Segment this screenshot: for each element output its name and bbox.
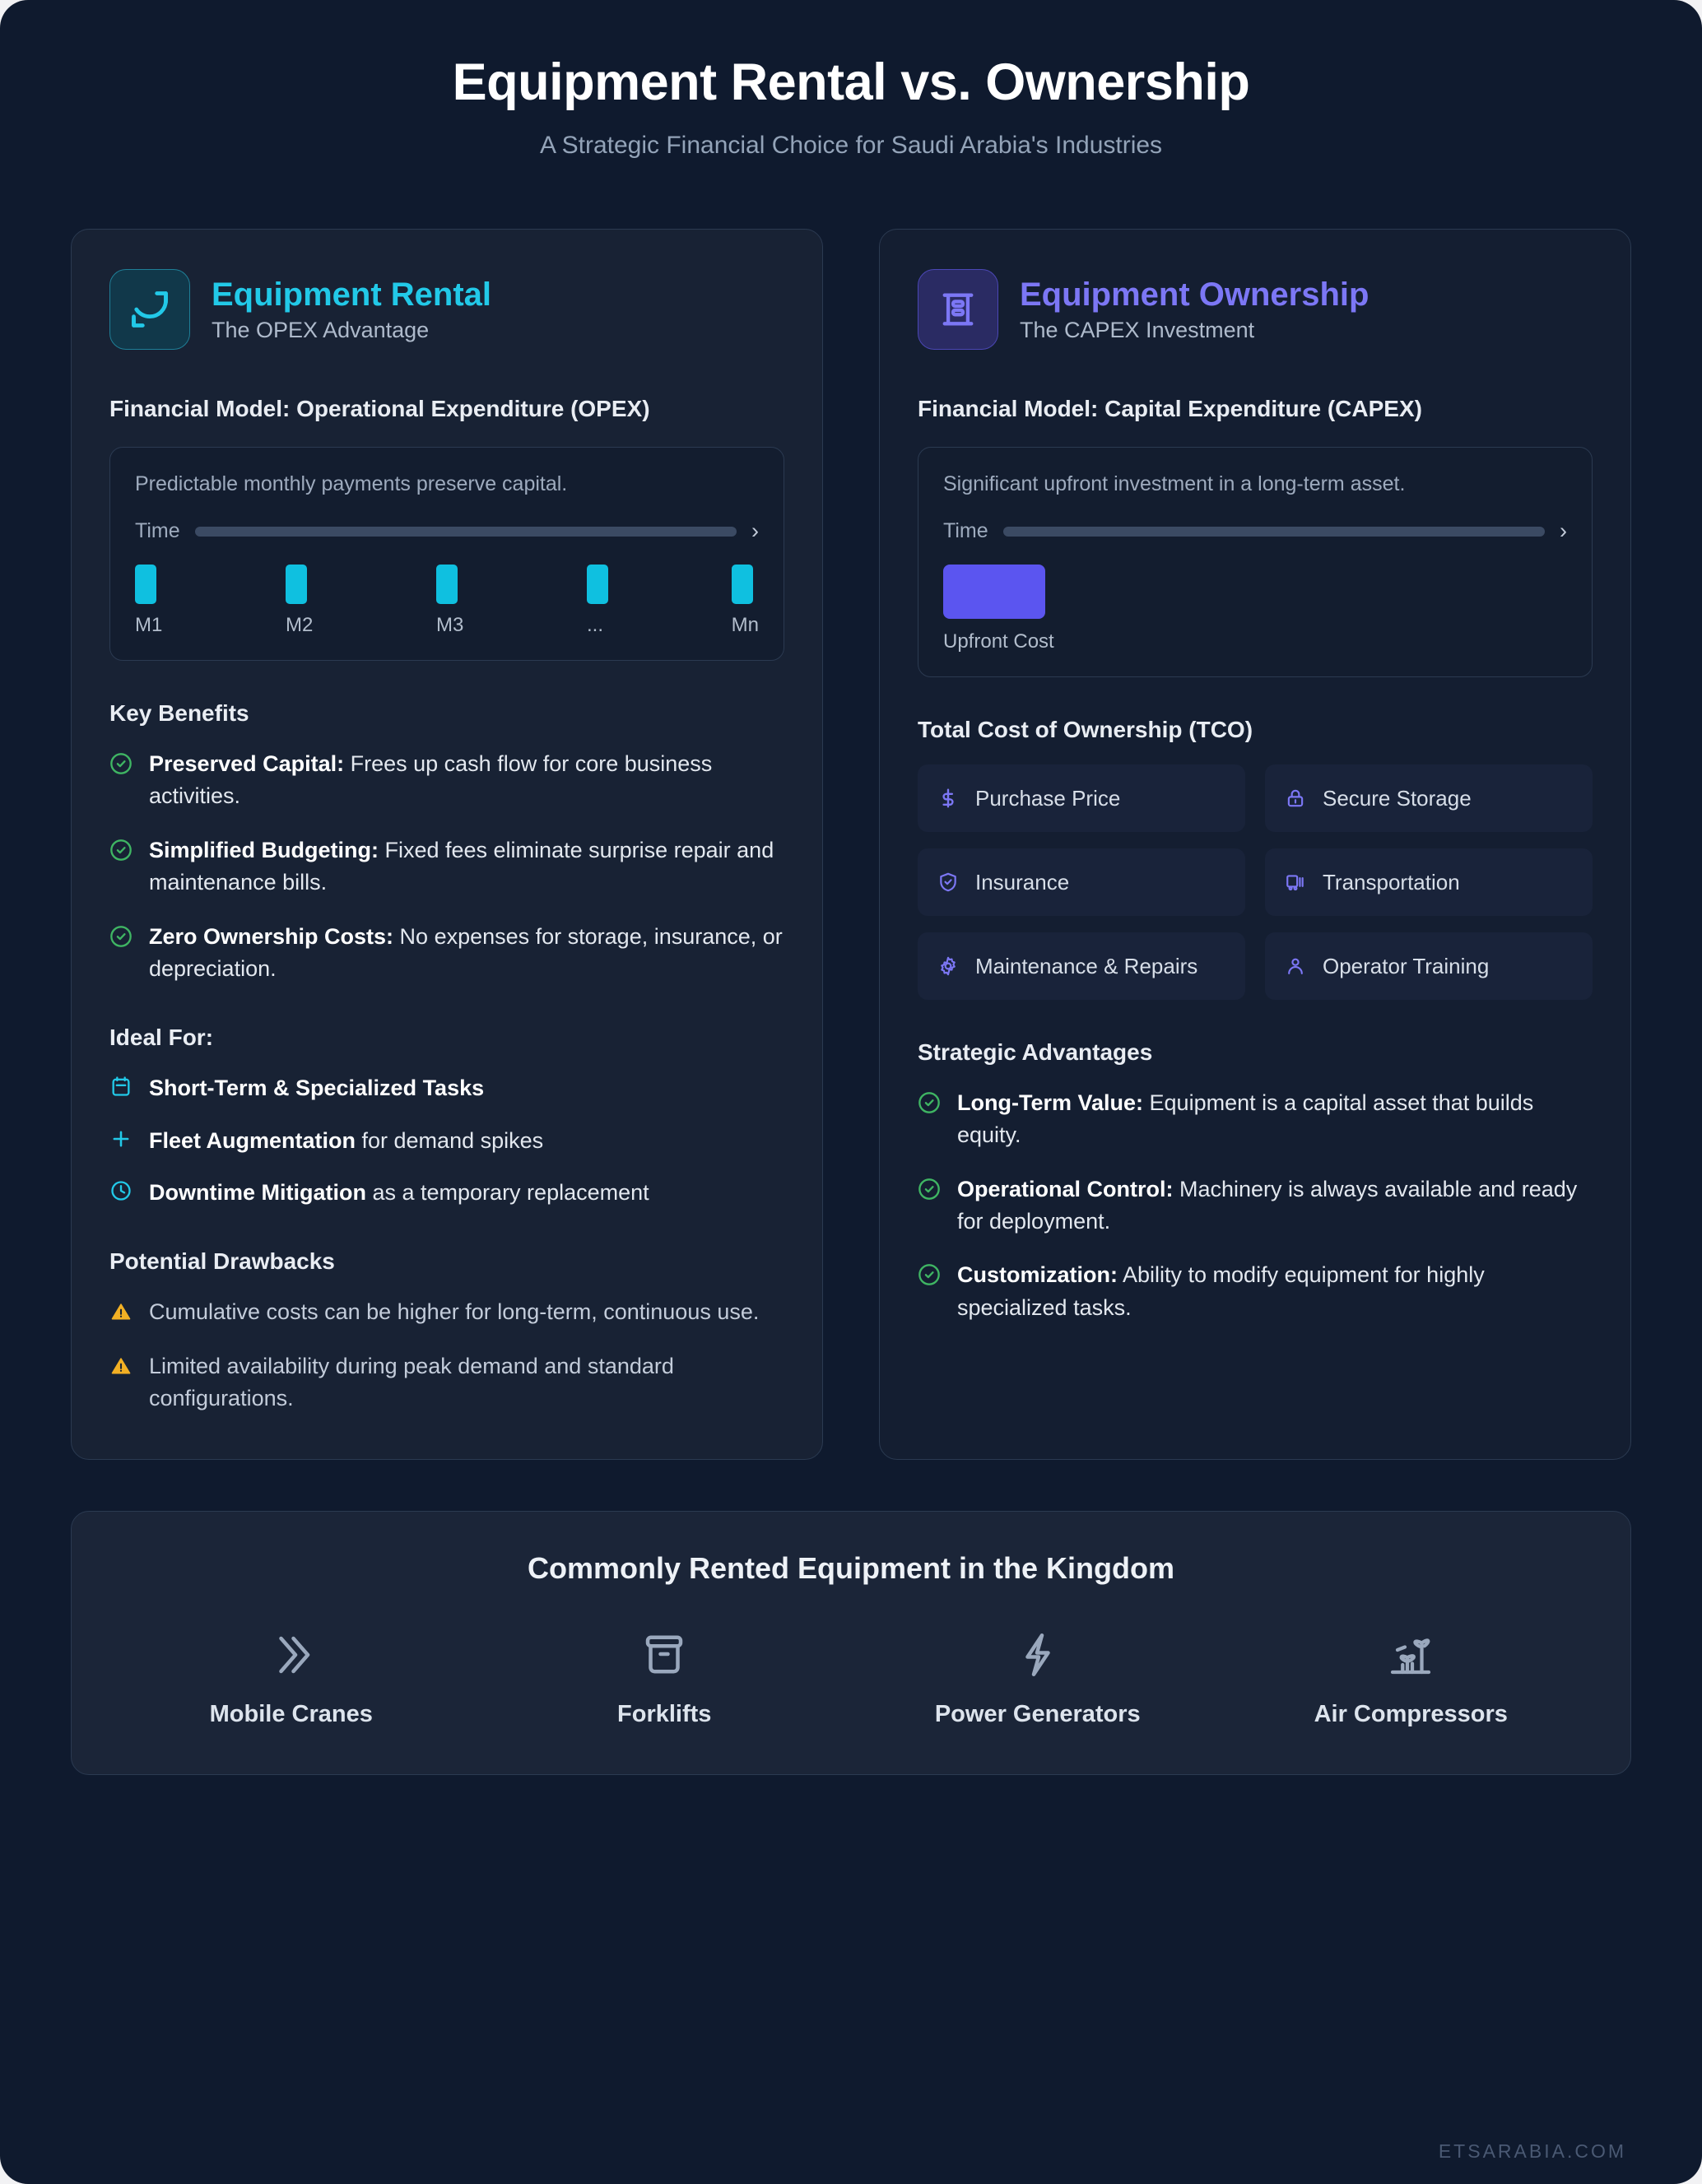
brand-watermark: ETSARABIA.COM bbox=[1438, 2140, 1626, 2162]
equipment-item-power-generators[interactable] bbox=[858, 1630, 1216, 1728]
refresh-cycle-icon bbox=[109, 269, 190, 350]
ownership-axis-track bbox=[1003, 527, 1545, 537]
drawback-text: Cumulative costs can be higher for long-term, continuous use. bbox=[149, 1299, 760, 1325]
bar-label: M1 bbox=[135, 614, 163, 637]
tco-grid bbox=[918, 764, 1593, 1000]
tco-item-label: Insurance bbox=[975, 869, 1070, 895]
list-item bbox=[109, 1125, 784, 1157]
tco-item-label: Operator Training bbox=[1323, 953, 1490, 978]
wind-turbine-icon bbox=[1386, 1630, 1435, 1680]
tco-item-operator-training[interactable] bbox=[1265, 932, 1593, 1000]
payment-bar bbox=[587, 565, 608, 604]
chevron-right-icon: › bbox=[1560, 518, 1567, 544]
ideal-text bbox=[149, 1177, 649, 1209]
ideal-text bbox=[149, 1125, 543, 1157]
rental-ideal-heading: Ideal For: bbox=[109, 1025, 214, 1051]
rental-drawbacks-heading: Potential Drawbacks bbox=[109, 1248, 335, 1275]
benefit-bold: Simplified Budgeting: bbox=[149, 837, 379, 862]
hero-header bbox=[71, 0, 1631, 160]
common-equipment-panel bbox=[71, 1511, 1631, 1775]
rental-drawbacks-list bbox=[109, 1296, 784, 1415]
advantage-bold: Customization: bbox=[957, 1262, 1118, 1288]
list-item bbox=[109, 834, 784, 899]
bar-item bbox=[135, 565, 162, 637]
rental-monthly-bars bbox=[135, 565, 759, 637]
bar-item bbox=[436, 565, 463, 637]
list-item bbox=[109, 1350, 784, 1415]
gear-icon bbox=[937, 955, 959, 977]
page-subtitle: A Strategic Financial Choice for Saudi Arabia's Industries bbox=[539, 132, 1163, 160]
tco-item-transportation[interactable] bbox=[1265, 848, 1593, 916]
file-cabinet-icon bbox=[918, 269, 998, 350]
container-box-icon bbox=[639, 1630, 689, 1680]
ownership-card bbox=[879, 229, 1631, 1460]
list-item bbox=[109, 1177, 784, 1209]
lightning-bolt-icon bbox=[1013, 1630, 1063, 1680]
rental-time-axis bbox=[135, 519, 759, 543]
advantage-text bbox=[957, 1173, 1593, 1238]
equipment-item-air-compressors[interactable] bbox=[1232, 1630, 1590, 1728]
equipment-label: Power Generators bbox=[934, 1701, 1141, 1728]
check-circle-icon bbox=[918, 1178, 941, 1201]
benefit-bold: Preserved Capital: bbox=[149, 750, 345, 776]
list-item bbox=[109, 1072, 784, 1104]
equipment-label: Mobile Cranes bbox=[209, 1701, 373, 1728]
ownership-advantages-heading: Strategic Advantages bbox=[918, 1039, 1153, 1065]
upfront-cost-block bbox=[943, 565, 1045, 619]
list-item bbox=[918, 1087, 1593, 1152]
benefit-rest: No expenses for storage, insurance, or depreciation. bbox=[149, 923, 783, 981]
upfront-cost-label: Upfront Cost bbox=[943, 630, 1054, 653]
drawback-text: Limited availability during peak demand and standard configurations. bbox=[149, 1353, 674, 1410]
rental-axis-label: Time bbox=[135, 519, 180, 543]
rental-axis-track bbox=[195, 527, 737, 537]
warning-triangle-icon bbox=[109, 1355, 133, 1378]
advantage-text bbox=[957, 1087, 1593, 1152]
tco-item-insurance[interactable] bbox=[918, 848, 1245, 916]
warning-triangle-icon bbox=[109, 1300, 133, 1323]
payment-bar bbox=[732, 565, 753, 604]
equipment-item-mobile-cranes[interactable] bbox=[112, 1630, 470, 1728]
ownership-tco-heading: Total Cost of Ownership (TCO) bbox=[918, 717, 1253, 743]
list-item bbox=[109, 748, 784, 813]
ideal-rest: for demand spikes bbox=[356, 1127, 544, 1153]
chevrons-right-icon bbox=[267, 1630, 316, 1680]
page-title: Equipment Rental vs. Ownership bbox=[452, 53, 1250, 111]
ownership-timeline-panel bbox=[918, 447, 1593, 677]
advantage-rest: Equipment is a capital asset that builds equity. bbox=[957, 1090, 1534, 1148]
shield-check-icon bbox=[937, 871, 959, 893]
bar-label: M3 bbox=[436, 614, 464, 637]
bar-label: M2 bbox=[286, 614, 314, 637]
ownership-timeline-note: Significant upfront investment in a long-term asset. bbox=[943, 472, 1406, 496]
tco-item-label: Maintenance & Repairs bbox=[975, 953, 1198, 978]
rental-timeline-note: Predictable monthly payments preserve capital. bbox=[135, 472, 568, 496]
ownership-financial-model-heading: Financial Model: Capital Expenditure (CAPEX) bbox=[918, 396, 1422, 422]
list-item bbox=[109, 1296, 784, 1328]
rental-title: Equipment Rental bbox=[212, 276, 492, 313]
equipment-item-forklifts[interactable] bbox=[486, 1630, 844, 1728]
plus-icon bbox=[109, 1127, 133, 1150]
tco-item-secure-storage[interactable] bbox=[1265, 764, 1593, 832]
calendar-icon bbox=[109, 1075, 133, 1098]
rental-card bbox=[71, 229, 823, 1460]
benefit-text bbox=[149, 921, 784, 986]
payment-bar bbox=[436, 565, 458, 604]
equipment-label: Air Compressors bbox=[1314, 1701, 1508, 1728]
lock-icon bbox=[1285, 788, 1306, 809]
ownership-card-header bbox=[918, 269, 1593, 350]
benefit-text bbox=[149, 748, 784, 813]
bar-item bbox=[587, 565, 608, 637]
benefit-bold: Zero Ownership Costs: bbox=[149, 923, 394, 949]
list-item bbox=[918, 1259, 1593, 1324]
benefit-rest: Frees up cash flow for core business activities. bbox=[149, 750, 713, 809]
ideal-bold: Fleet Augmentation bbox=[149, 1127, 356, 1153]
bar-label: ... bbox=[587, 614, 604, 637]
dollar-icon bbox=[937, 788, 959, 809]
truck-icon bbox=[1285, 871, 1306, 893]
ideal-rest: as a temporary replacement bbox=[365, 1179, 649, 1205]
check-circle-icon bbox=[918, 1091, 941, 1114]
ownership-subtitle: The CAPEX Investment bbox=[1020, 317, 1255, 342]
list-item bbox=[918, 1173, 1593, 1238]
advantage-rest: Ability to modify equipment for highly specialized tasks. bbox=[957, 1262, 1485, 1320]
user-icon bbox=[1285, 955, 1306, 977]
rental-subtitle: The OPEX Advantage bbox=[212, 317, 430, 342]
comparison-columns bbox=[71, 229, 1631, 1460]
bar-item bbox=[286, 565, 313, 637]
tco-item-purchase-price[interactable] bbox=[918, 764, 1245, 832]
bar-label: Mn bbox=[731, 614, 759, 637]
ownership-title: Equipment Ownership bbox=[1020, 276, 1370, 313]
tco-item-label: Purchase Price bbox=[975, 785, 1121, 811]
benefit-rest: Fixed fees eliminate surprise repair and maintenance bills. bbox=[149, 837, 774, 895]
clock-icon bbox=[109, 1179, 133, 1202]
rental-timeline-panel bbox=[109, 447, 784, 661]
tco-item-label: Transportation bbox=[1323, 869, 1460, 895]
ownership-upfront-chart bbox=[943, 565, 1567, 653]
advantage-bold: Operational Control: bbox=[957, 1176, 1174, 1201]
ideal-bold: Downtime Mitigation bbox=[149, 1179, 366, 1205]
payment-bar bbox=[286, 565, 307, 604]
ideal-bold: Short-Term & Specialized Tasks bbox=[149, 1076, 485, 1101]
equipment-row bbox=[105, 1630, 1597, 1728]
check-circle-icon bbox=[109, 839, 133, 862]
common-equipment-title: Commonly Rented Equipment in the Kingdom bbox=[528, 1551, 1174, 1586]
ownership-axis-label: Time bbox=[943, 519, 988, 543]
tco-item-maintenance-repairs[interactable] bbox=[918, 932, 1245, 1000]
ownership-time-axis bbox=[943, 519, 1567, 543]
equipment-label: Forklifts bbox=[617, 1701, 712, 1728]
rental-card-header bbox=[109, 269, 784, 350]
tco-item-label: Secure Storage bbox=[1323, 785, 1472, 811]
check-circle-icon bbox=[918, 1263, 941, 1286]
list-item bbox=[109, 921, 784, 986]
rental-benefits-heading: Key Benefits bbox=[109, 700, 249, 727]
advantage-rest: Machinery is always available and ready for deployment. bbox=[957, 1176, 1578, 1234]
bar-item bbox=[732, 565, 759, 637]
rental-ideal-list bbox=[109, 1072, 784, 1209]
payment-bar bbox=[135, 565, 156, 604]
ownership-advantages-list bbox=[918, 1087, 1593, 1324]
rental-financial-model-heading: Financial Model: Operational Expenditure (OPEX) bbox=[109, 396, 650, 422]
ideal-text bbox=[149, 1072, 484, 1104]
advantage-bold: Long-Term Value: bbox=[957, 1090, 1144, 1115]
rental-benefits-list bbox=[109, 748, 784, 985]
benefit-text bbox=[149, 834, 784, 899]
check-circle-icon bbox=[109, 925, 133, 948]
check-circle-icon bbox=[109, 752, 133, 775]
chevron-right-icon: › bbox=[751, 518, 759, 544]
advantage-text bbox=[957, 1259, 1593, 1324]
